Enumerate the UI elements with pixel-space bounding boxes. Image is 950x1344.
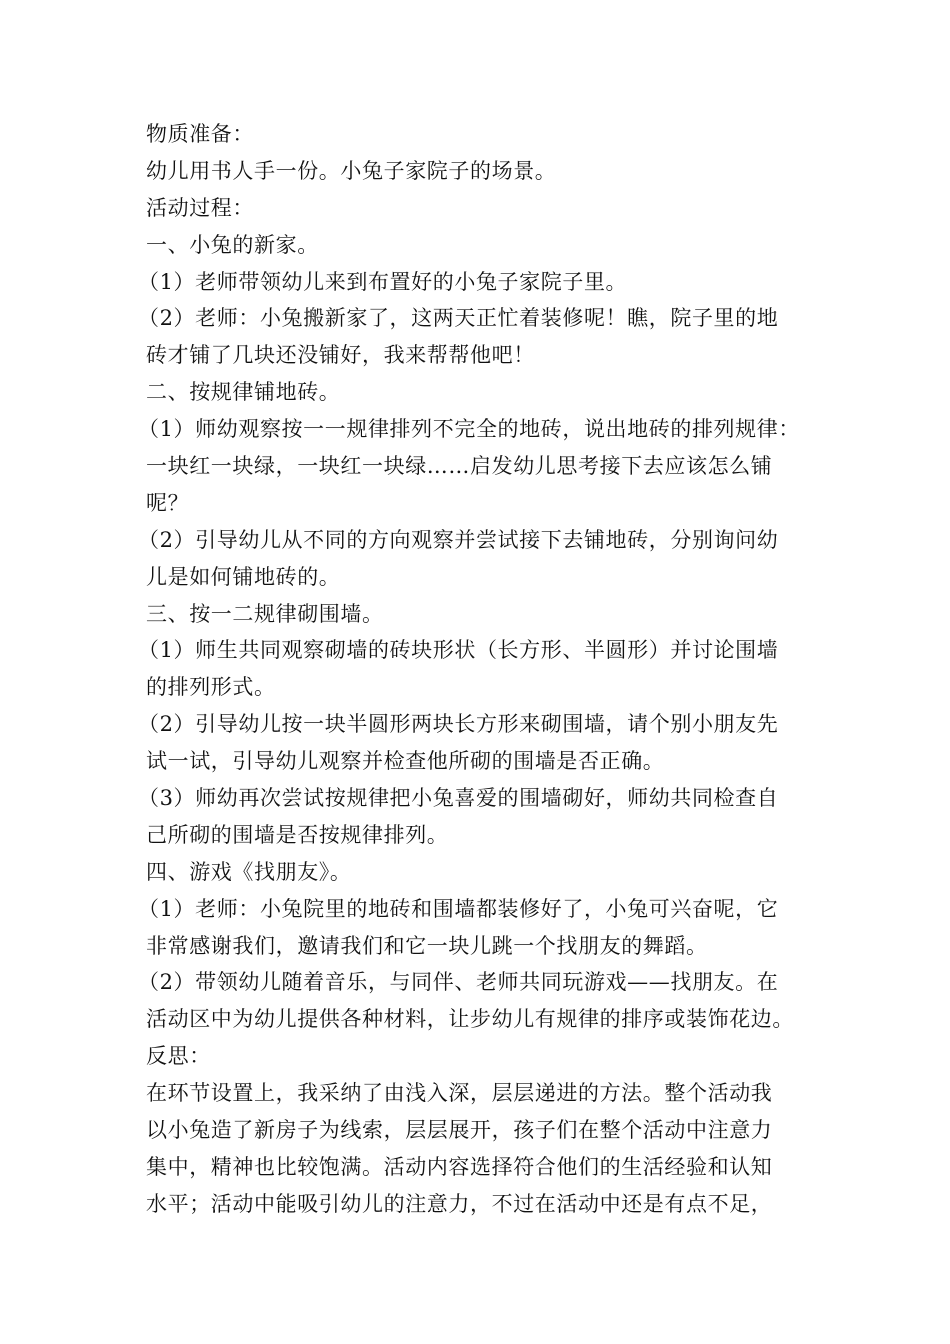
text-line: 在环节设置上，我采纳了由浅入深，层层递进的方法。整个活动我: [146, 1081, 773, 1106]
text-line: 幼儿用书人手一份。小兔子家院子的场景。: [146, 158, 557, 183]
text-line: 一块红一块绿，一块红一块绿……启发幼儿思考接下去应该怎么铺: [146, 454, 773, 479]
text-line: 的排列形式。: [146, 675, 276, 700]
section-heading: 二、按规律铺地砖。: [146, 380, 341, 405]
text-line: （2）引导幼儿按一块半圆形两块长方形来砌围墙，请个别小朋友先: [138, 712, 779, 737]
text-line: 集中，精神也比较饱满。活动内容选择符合他们的生活经验和认知: [146, 1154, 773, 1179]
section-heading: 四、游戏《找朋友》。: [146, 859, 352, 884]
text-line: （2）带领幼儿随着音乐，与同伴、老师共同玩游戏——找朋友。在: [138, 970, 779, 995]
text-line: 儿是如何铺地砖的。: [146, 564, 341, 589]
text-line: 水平；活动中能吸引幼儿的注意力，不过在活动中还是有点不足，: [146, 1191, 773, 1216]
text-line: 砖才铺了几块还没铺好，我来帮帮他吧！: [146, 343, 535, 368]
text-line: 呢？: [146, 490, 190, 515]
text-line: 活动区中为幼儿提供各种材料，让步幼儿有规律的排序或装饰花边。: [146, 1007, 794, 1032]
text-line: 己所砌的围墙是否按规律排列。: [146, 822, 449, 847]
text-line: （1）老师：小兔院里的地砖和围墙都装修好了，小兔可兴奋呢，它: [138, 896, 779, 921]
text-line: （1）师幼观察按一一规律排列不完全的地砖，说出地砖的排列规律：: [138, 417, 800, 442]
text-line: （1）老师带领幼儿来到布置好的小兔子家院子里。: [138, 269, 628, 294]
text-line: 物质准备：: [146, 122, 254, 146]
section-heading: 反思：: [146, 1044, 211, 1069]
text-line: 活动过程：: [146, 195, 254, 220]
document-body: [138, 116, 816, 1223]
section-heading: 三、按一二规律砌围墙。: [146, 601, 384, 626]
text-line: （3）师幼再次尝试按规律把小兔喜爱的围墙砌好，师幼共同检查自: [138, 786, 779, 811]
text-line: （1）师生共同观察砌墙的砖块形状（长方形、半圆形）并讨论围墙: [138, 638, 779, 663]
text-line: （2）引导幼儿从不同的方向观察并尝试接下去铺地砖，分别询问幼: [138, 527, 779, 552]
text-line: 以小兔造了新房子为线索，层层展开，孩子们在整个活动中注意力: [146, 1118, 773, 1143]
text-line: 试一试，引导幼儿观察并检查他所砌的围墙是否正确。: [146, 749, 665, 774]
text-line: （2）老师：小兔搬新家了，这两天正忙着装修呢！瞧，院子里的地: [138, 306, 779, 331]
text-line: 非常感谢我们，邀请我们和它一块儿跳一个找朋友的舞蹈。: [146, 933, 708, 958]
section-heading: 一、小兔的新家。: [146, 232, 319, 257]
